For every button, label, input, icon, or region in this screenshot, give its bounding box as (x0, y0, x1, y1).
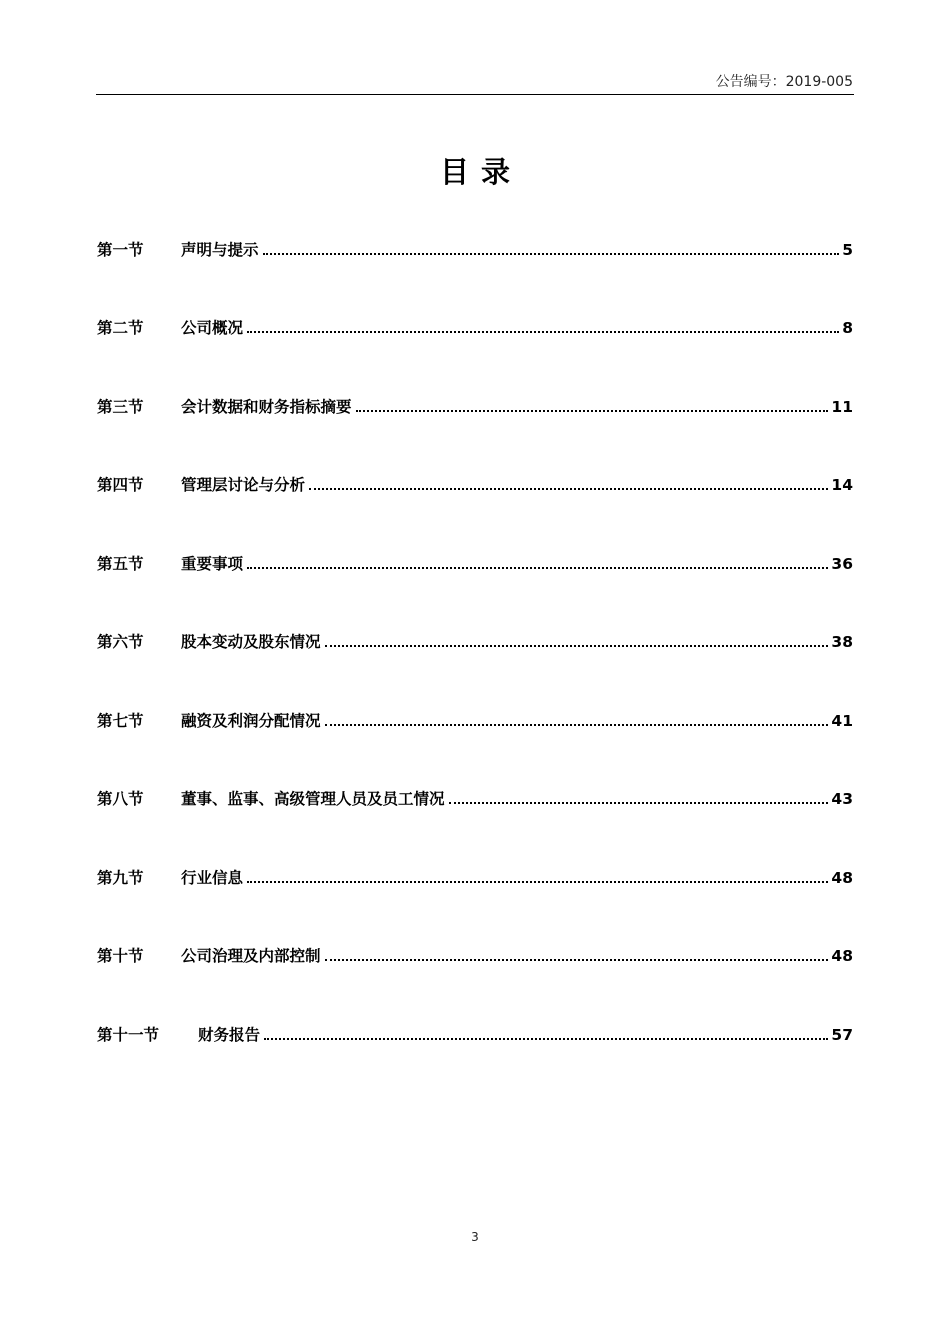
toc-section-title: 公司概况 (181, 319, 244, 337)
toc-section-title: 董事、监事、高级管理人员及员工情况 (181, 790, 445, 808)
toc-page-number: 57 (831, 1026, 853, 1044)
toc-section-title: 公司治理及内部控制 (181, 947, 321, 965)
toc-page-number: 48 (831, 869, 853, 887)
toc-section-title: 会计数据和财务指标摘要 (181, 398, 352, 416)
toc-page-number: 5 (842, 241, 853, 259)
toc-section-title: 融资及利润分配情况 (181, 712, 321, 730)
toc-section-title: 财务报告 (198, 1026, 261, 1044)
toc-section-title: 管理层讨论与分析 (181, 476, 306, 494)
toc-page-number: 43 (831, 790, 853, 808)
toc-entry[interactable] (97, 236, 853, 260)
toc-leader-dots (247, 881, 828, 883)
toc-entry[interactable] (97, 864, 853, 888)
toc-section-number: 第三节 (97, 398, 144, 416)
toc-entry[interactable] (97, 314, 853, 338)
toc-entry[interactable] (97, 393, 853, 417)
toc-page-number: 38 (831, 633, 853, 651)
toc-entry[interactable] (97, 550, 853, 574)
toc-entry[interactable] (97, 707, 853, 731)
toc-title: 目录 (439, 155, 522, 189)
toc-section-number: 第六节 (97, 633, 144, 651)
toc-leader-dots (263, 253, 840, 255)
toc-section-number: 第四节 (97, 476, 144, 494)
toc-leader-dots (325, 724, 829, 726)
toc-page-number: 14 (831, 476, 853, 494)
toc-entry[interactable] (97, 471, 853, 495)
toc-section-number: 第八节 (97, 790, 144, 808)
toc-section-number: 第九节 (97, 869, 144, 887)
toc-section-number: 第一节 (97, 241, 144, 259)
toc-leader-dots (247, 331, 839, 333)
announcement-number: 公告编号：2019-005 (715, 74, 853, 90)
toc-entry[interactable] (97, 1021, 853, 1045)
toc-section-title: 重要事项 (181, 555, 244, 573)
toc-entry[interactable] (97, 785, 853, 809)
toc-page-number: 41 (831, 712, 853, 730)
toc-entry[interactable] (97, 942, 853, 966)
toc-section-number: 第十一节 (97, 1026, 160, 1044)
toc-entry[interactable] (97, 628, 853, 652)
toc-page-number: 48 (831, 947, 853, 965)
toc-section-number: 第七节 (97, 712, 144, 730)
toc-leader-dots (449, 802, 829, 804)
toc-section-number: 第五节 (97, 555, 144, 573)
toc-leader-dots (309, 488, 828, 490)
toc-section-title: 行业信息 (181, 869, 244, 887)
toc-section-title: 股本变动及股东情况 (181, 633, 321, 651)
toc-page-number: 8 (842, 319, 853, 337)
toc-leader-dots (325, 959, 829, 961)
toc-leader-dots (264, 1038, 828, 1040)
page-number: 3 (471, 1230, 479, 1244)
toc-page-number: 11 (831, 398, 853, 416)
toc-section-title: 声明与提示 (181, 241, 259, 259)
toc-section-number: 第二节 (97, 319, 144, 337)
toc-page-number: 36 (831, 555, 853, 573)
toc-leader-dots (356, 410, 829, 412)
toc-section-number: 第十节 (97, 947, 144, 965)
toc-leader-dots (325, 645, 829, 647)
toc-leader-dots (247, 567, 828, 569)
